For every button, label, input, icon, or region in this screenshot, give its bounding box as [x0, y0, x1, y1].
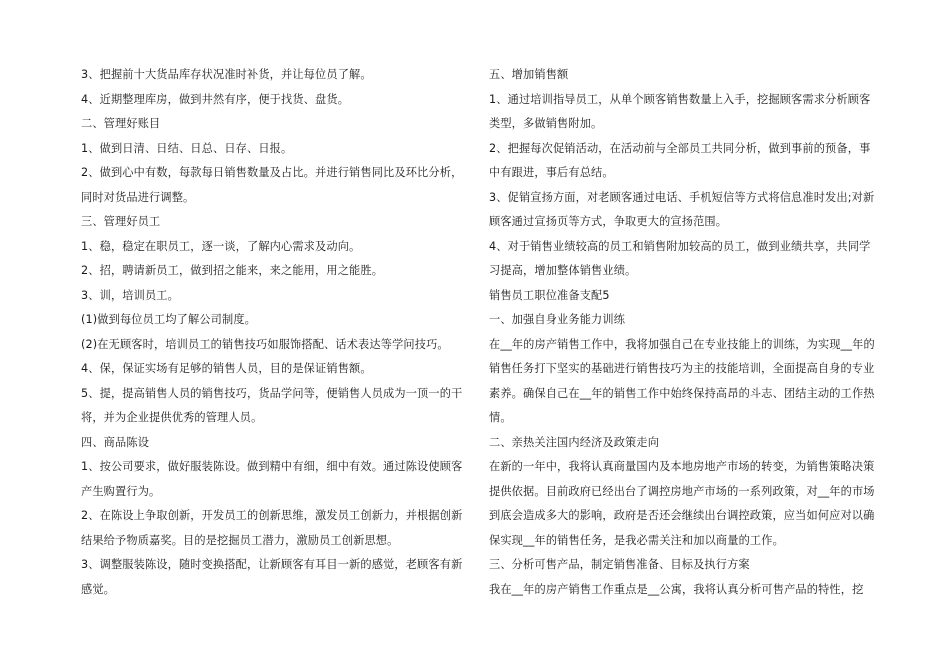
- paragraph: 4、对于销售业绩较高的员工和销售附加较高的员工，做到业绩共享，共同学习提高，增加整体销售业绩。: [489, 239, 871, 277]
- paragraph: 2、招，聘请新员工，做到招之能来，来之能用，用之能胜。: [81, 264, 384, 277]
- paragraph: 1、稳，稳定在职员工，逐一谈，了解内心需求及动向。: [81, 239, 361, 253]
- left-column: [81, 63, 463, 602]
- paragraph: 我在__年的房产销售工作重点是__公寓，我将认真分析可售产品的特性，挖: [489, 582, 864, 596]
- paragraph: (1)做到每位员工均了解公司制度。: [81, 313, 257, 326]
- paragraph: 2、把握每次促销活动，在活动前与全部员工共同分析，做到事前的预备，事中有跟进，事后有总结。: [489, 141, 871, 179]
- section-heading: 三、分析可售产品，制定销售准备、目标及执行方案: [489, 558, 750, 571]
- section-heading: 五、增加销售额: [489, 68, 569, 81]
- paragraph: 3、调整服装陈设，随时变换搭配，让新顾客有耳目一新的感觉，老顾客有新感觉。: [81, 558, 463, 596]
- right-column: [489, 63, 881, 602]
- paragraph: 在__年的房产销售工作中，我将加强自己在专业技能上的训练，为实现__年的销售任务打下坚实的基础进行销售技巧为主的技能培训，全面提高自身的专业素养。确保自己在__年的销售工作中始终保持高昂的斗志、团结主动的工作热情。: [489, 337, 875, 424]
- paragraph: 3、把握前十大货品库存状况准时补货，并让每位员了解。: [81, 68, 372, 81]
- section-heading: 三、管理好员工: [81, 215, 161, 228]
- paragraph: 4、保，保证实场有足够的销售人员，目的是保证销售额。: [81, 362, 372, 375]
- paragraph: 2、做到心中有数，每款每日销售数量及占比。并进行销售同比及环比分析，同时对货品进行调整。: [81, 166, 463, 204]
- paragraph: 3、训，培训员工。: [81, 288, 179, 302]
- paragraph: (2)在无顾客时，培训员工的销售技巧如服饰搭配、话术表达等学问技巧。: [81, 337, 449, 351]
- document-title: 销售员工职位准备支配5: [489, 288, 610, 302]
- section-heading: 二、亲热关注国内经济及政策走向: [489, 435, 660, 449]
- paragraph: 1、做到日清、日结、日总、日存、日报。: [81, 141, 293, 155]
- section-heading: 一、加强自身业务能力训练: [489, 313, 626, 326]
- section-heading: 四、商品陈设: [81, 435, 150, 449]
- paragraph: 1、按公司要求，做好服装陈设。做到精中有细，细中有效。通过陈设使顾客产生购置行为。: [81, 460, 463, 498]
- paragraph: 5、提，提高销售人员的销售技巧，货品学问等，便销售人员成为一顶一的干将，并为企业提供优秀的管理人员。: [81, 386, 463, 424]
- paragraph: 在新的一年中，我将认真商量国内及本地房地产市场的转变，为销售策略决策提供依据。目前政府已经出台了调控房地产市场的一系列政策，对__年的市场到底会造成多大的影响，政府是否还会继续出台调控政策，应当如何应对以确保实现__年的销售任务，是我必需关注和加以商量的工作。: [489, 460, 875, 547]
- paragraph: 2、在陈设上争取创新，开发员工的创新思维，激发员工创新力，并根据创新结果给予物质嘉奖。目的是挖掘员工潜力，激励员工创新思想。: [81, 509, 463, 547]
- paragraph: 3、促销宣扬方面，对老顾客通过电话、手机短信等方式将信息准时发出;对新顾客通过宣扬页等方式，争取更大的宣扬范围。: [489, 190, 875, 228]
- paragraph: 1、通过培训指导员工，从单个顾客销售数量上入手，挖掘顾客需求分析顾客类型，多做销售附加。: [489, 92, 871, 130]
- section-heading: 二、管理好账目: [81, 117, 161, 130]
- paragraph: 4、近期整理库房，做到井然有序，便于找货、盘货。: [81, 92, 350, 106]
